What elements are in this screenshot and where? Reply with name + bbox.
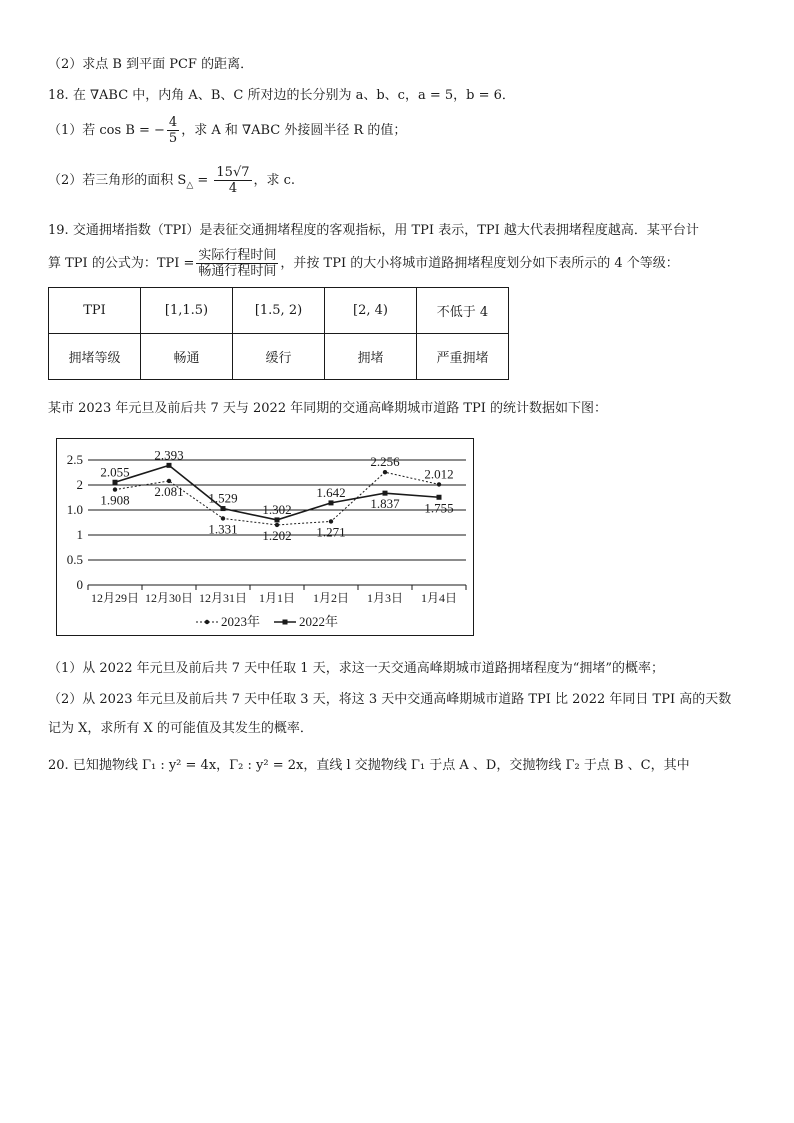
table-row bbox=[49, 334, 509, 380]
table-cell: 拥堵等级 bbox=[49, 334, 141, 380]
x-tick-label: 1月4日 bbox=[420, 591, 458, 605]
table-cell: 畅通 bbox=[141, 334, 233, 380]
table-cell: 严重拥堵 bbox=[417, 334, 509, 380]
data-label: 2.081 bbox=[154, 483, 184, 499]
data-point bbox=[437, 482, 441, 486]
x-tick-label: 12月30日 bbox=[144, 591, 194, 605]
y-tick-label: 0 bbox=[76, 577, 83, 592]
q19-part2-line2: 记为 X，求所有 X 的可能值及其发生的概率． bbox=[48, 721, 313, 736]
data-point bbox=[383, 470, 387, 474]
data-point bbox=[437, 495, 442, 500]
table-row bbox=[49, 288, 509, 334]
q20-text: 20. 已知抛物线 Γ₁ : y² = 4x，Γ₂ : y² = 2x，直线 l 交抛物线 Γ₁ 于点 A 、D，交抛物线 Γ₂ 于点 B 、C，其中 bbox=[48, 758, 690, 773]
table-cell: 拥堵 bbox=[325, 334, 417, 380]
x-tick-label: 12月31日 bbox=[198, 591, 248, 605]
x-tick-label: 12月29日 bbox=[90, 591, 140, 605]
table-cell: [1.5, 2) bbox=[233, 288, 325, 334]
q18-part2: （2）若三角形的面积 $S_\triangle$ = $\frac{15√7}{4}$ ，求 c. bbox=[48, 165, 296, 196]
q19-formula: 算 TPI 的公式为：TPI = $\frac{\text{实际行程时间}}{\text{畅通行程时间}}$ ，并按 TPI 的大小将城市道路拥堵程度划分如下表所示的 4 个等级： bbox=[48, 248, 679, 279]
legend-marker bbox=[283, 620, 288, 625]
legend-marker bbox=[205, 620, 209, 624]
q17-part2-text: （2）求点 B 到平面 PCF 的距离． bbox=[48, 57, 254, 72]
data-label: 1.331 bbox=[208, 521, 238, 537]
y-tick-label: 1 bbox=[76, 527, 83, 542]
y-tick-label: 2.5 bbox=[66, 452, 83, 467]
chart-intro-text: 某市 2023 年元旦及前后共 7 天与 2022 年同期的交通高峰期城市道路 TPI 的统计数据如下图： bbox=[48, 401, 608, 416]
data-label: 1.642 bbox=[316, 484, 346, 500]
data-label: 2.012 bbox=[424, 466, 454, 482]
y-tick-label: 1.0 bbox=[66, 502, 83, 517]
tpi-level-table bbox=[48, 287, 509, 380]
data-point bbox=[329, 500, 334, 505]
table-cell: [1,1.5) bbox=[141, 288, 233, 334]
data-point bbox=[221, 506, 226, 511]
data-point bbox=[167, 479, 171, 483]
data-label: 1.755 bbox=[424, 500, 454, 516]
data-point bbox=[221, 516, 225, 520]
data-label: 2.055 bbox=[100, 464, 130, 480]
q18-part1: （1）若 cos B = − $\frac{4}{5}$ ，求 A 和 ∇ABC 外接圆半径 R 的值； bbox=[48, 115, 407, 146]
data-label: 1.908 bbox=[100, 492, 130, 508]
x-tick-label: 1月2日 bbox=[312, 591, 350, 605]
data-label: 1.529 bbox=[208, 490, 238, 506]
q19-part2-line1: （2）从 2023 年元旦及前后共 7 天中任取 3 天，将这 3 天中交通高峰期城市道路 TPI 比 2022 年同日 TPI 高的天数 bbox=[48, 692, 732, 707]
data-point bbox=[383, 491, 388, 496]
data-point bbox=[113, 487, 117, 491]
data-point bbox=[275, 523, 279, 527]
data-point bbox=[275, 517, 280, 522]
q18-text: 18. 在 ∇ABC 中，内角 A、B、C 所对边的长分别为 a、b、c，a = 5，b = 6． bbox=[48, 88, 515, 103]
x-tick-label: 1月3日 bbox=[366, 591, 404, 605]
legend-label: 2023年 bbox=[221, 614, 261, 629]
data-label: 2.393 bbox=[154, 447, 184, 463]
table-cell: 缓行 bbox=[233, 334, 325, 380]
tpi-line-chart bbox=[56, 438, 474, 636]
data-point bbox=[113, 480, 118, 485]
table-cell: 不低于 4 bbox=[417, 288, 509, 334]
data-point bbox=[167, 463, 172, 468]
x-tick-label: 1月1日 bbox=[258, 591, 296, 605]
data-label: 1.837 bbox=[370, 496, 400, 512]
table-cell: [2, 4) bbox=[325, 288, 417, 334]
table-cell: TPI bbox=[49, 288, 141, 334]
y-tick-label: 2 bbox=[76, 477, 83, 492]
data-point bbox=[329, 519, 333, 523]
data-label: 1.271 bbox=[316, 524, 346, 540]
q19-text: 19. 交通拥堵指数（TPI）是表征交通拥堵程度的客观指标，用 TPI 表示，TPI 越大代表拥堵程度越高．某平台计 bbox=[48, 223, 699, 238]
legend-label: 2022年 bbox=[299, 614, 339, 629]
data-label: 2.256 bbox=[370, 454, 400, 470]
data-label: 1.302 bbox=[262, 501, 292, 517]
data-label: 1.202 bbox=[262, 527, 292, 543]
y-tick-label: 0.5 bbox=[66, 552, 83, 567]
q19-part1: （1）从 2022 年元旦及前后共 7 天中任取 1 天，求这一天交通高峰期城市道路拥堵程度为“拥堵”的概率； bbox=[48, 661, 664, 676]
